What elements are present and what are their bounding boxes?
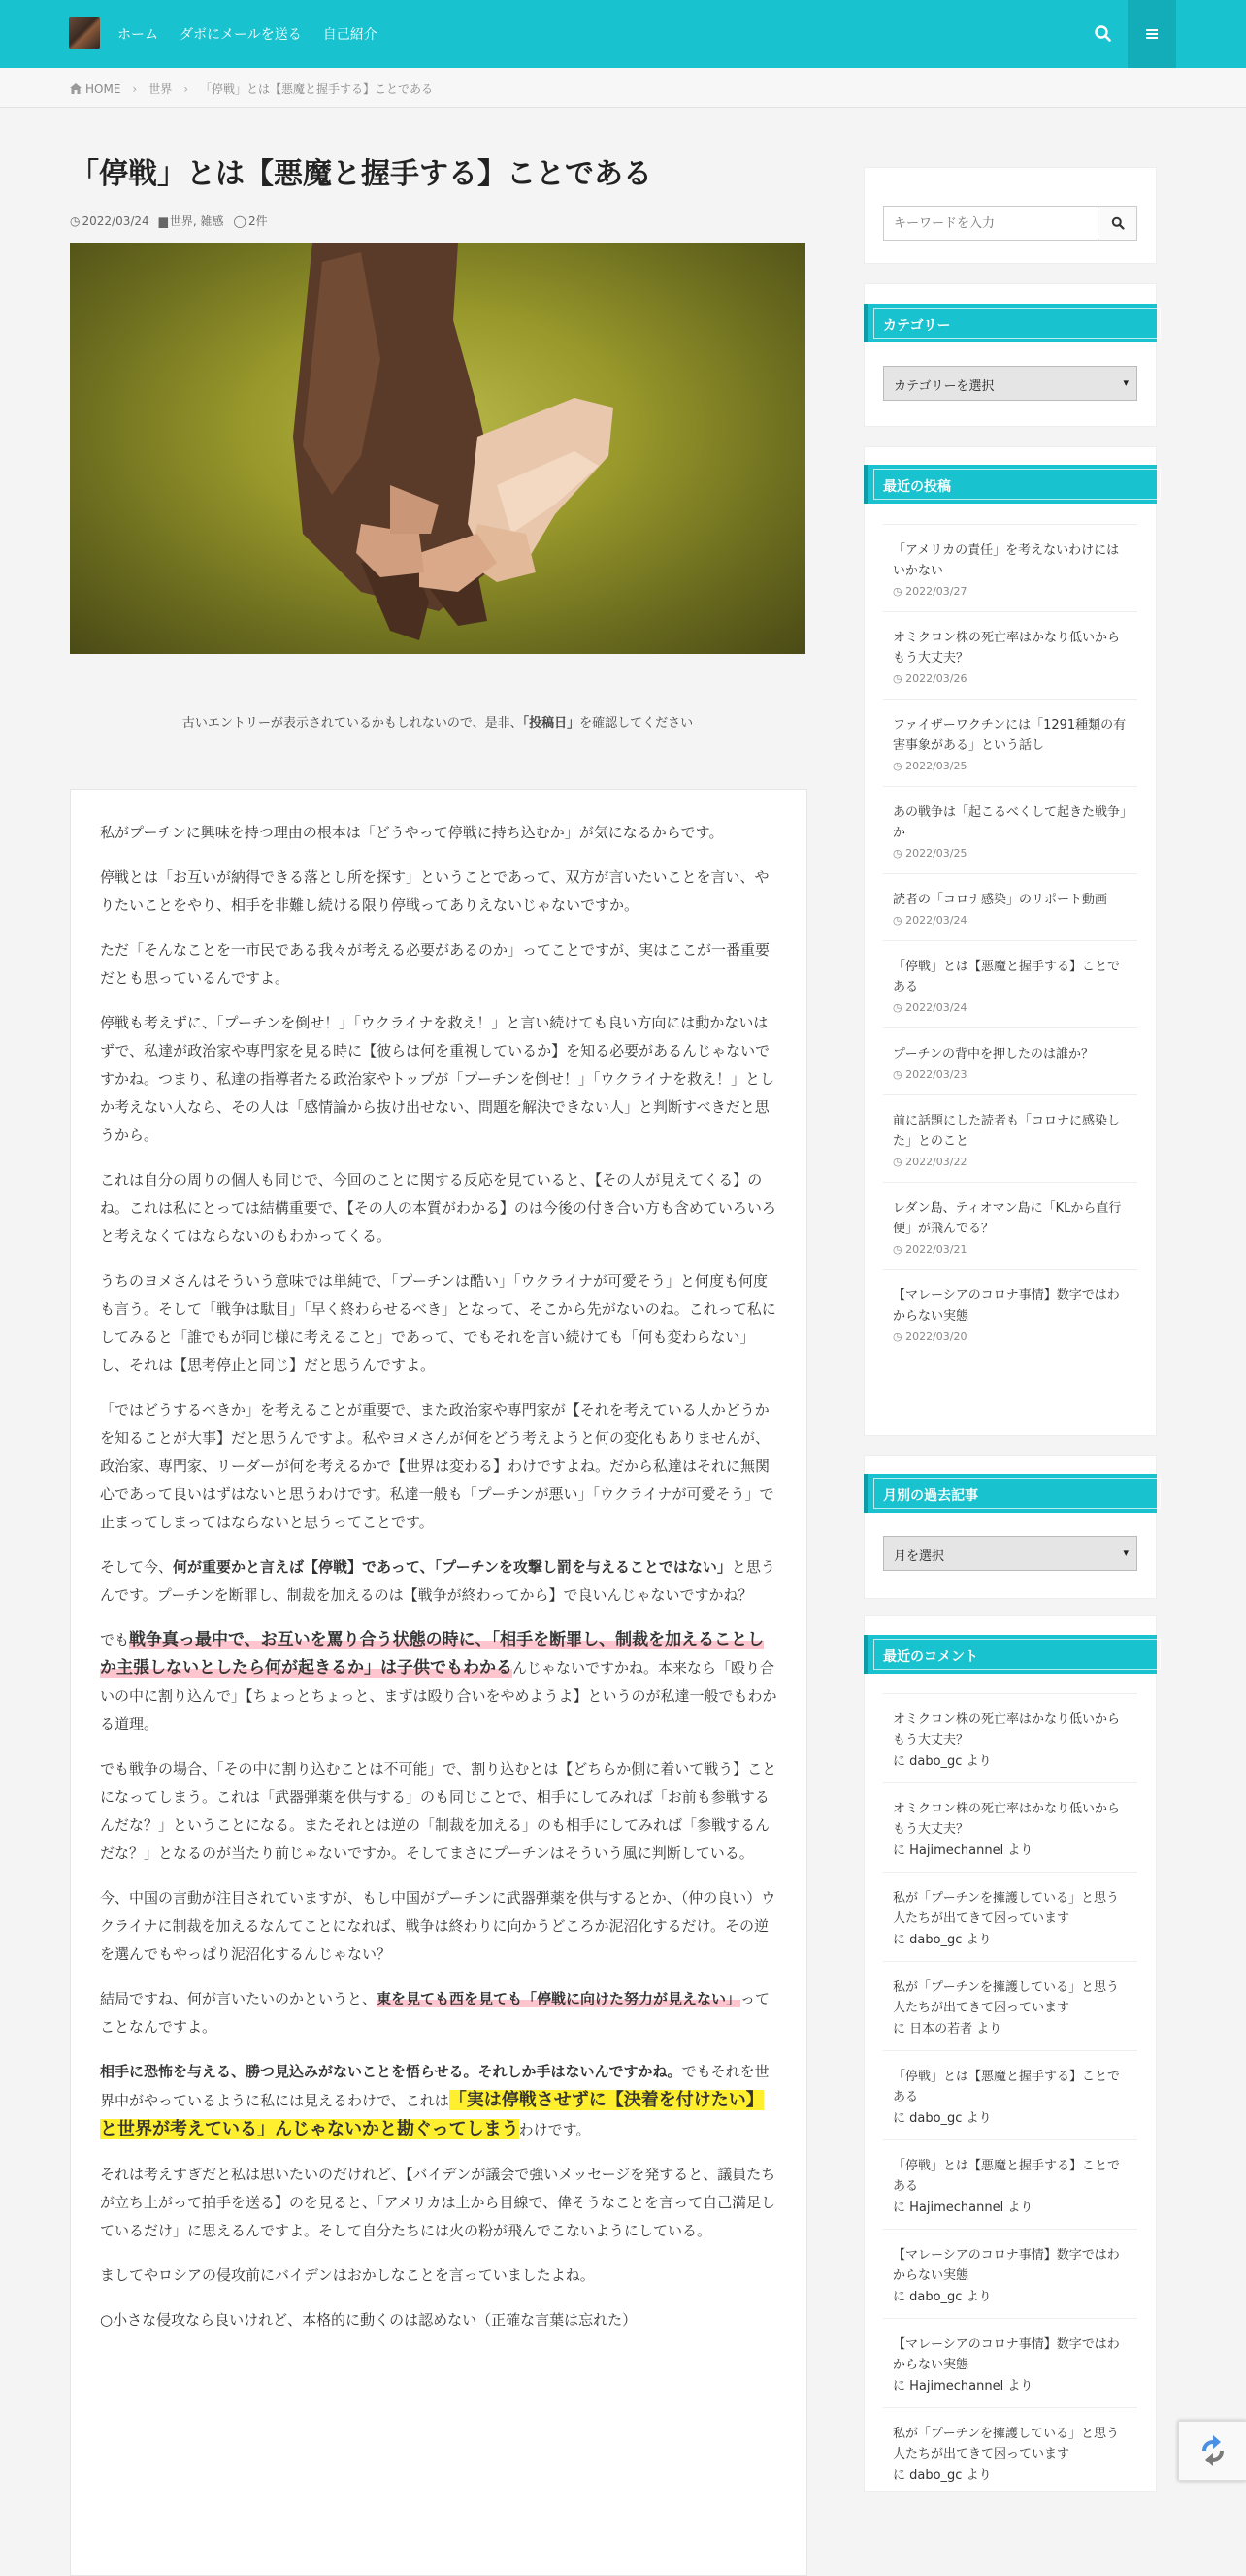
text: わけです。	[518, 2121, 591, 2138]
comment-author: に 日本の若者 より	[893, 2022, 1002, 2037]
date-text: 2022/03/23	[905, 1068, 967, 1081]
post-date: ◷ 2022/03/27	[893, 585, 967, 598]
recent-comments-list	[883, 1693, 1137, 2496]
list-item	[883, 2318, 1137, 2407]
post-date: ◷ 2022/03/25	[893, 847, 967, 860]
archive-widget-title: 月別の過去記事	[864, 1474, 1157, 1513]
paragraph: ただ「そんなことを一市民である我々が考える必要があるのか」ってことですが、実はここが一番重要だとも思っているんですよ。	[100, 941, 771, 987]
search-input[interactable]	[883, 206, 1098, 241]
category-select[interactable]	[883, 366, 1137, 401]
breadcrumb-current: 「停戦」とは【悪魔と握手する】ことである	[200, 82, 434, 96]
category-widget-title: カテゴリー	[864, 304, 1157, 342]
list-item[interactable]	[883, 699, 1137, 786]
list-item[interactable]	[883, 524, 1137, 611]
comment-author: に dabo_gc より	[893, 1933, 992, 1947]
post-date: ◷ 2022/03/20	[893, 1330, 967, 1343]
comment-post-title[interactable]: 私が「プーチンを擁護している」と思う人たちが出てきて困っています	[893, 2427, 1119, 2462]
list-item	[883, 2139, 1137, 2229]
post-date: ◷ 2022/03/24	[893, 1001, 967, 1014]
highlight-pink: 東を見ても西を見ても「停戦に向けた努力が見えない」	[377, 1990, 741, 2007]
comment-post-title[interactable]: オミクロン株の死亡率はかなり低いからもう大丈夫？	[893, 1712, 1121, 1747]
date-text: 2022/03/22	[905, 1156, 967, 1168]
post-title[interactable]: レダン島、ティオマン島に「KLから直行便」が飛んでる？	[893, 1201, 1122, 1236]
paragraph	[100, 1626, 777, 1739]
header-bar	[0, 0, 1246, 68]
page-title: 「停戦」とは【悪魔と握手する】ことである	[70, 157, 652, 191]
paragraph	[100, 1553, 777, 1610]
date-text: 2022/03/24	[905, 1001, 967, 1014]
paragraph: うちのヨメさんはそういう意味では単純で、「プーチンは酷い」「ウクライナが可愛そう」と何度も何度も言う。そして「戦争は駄目」「早く終わらせるべき」となって、そこから先がないのね。これって私にしてみると「誰でもが同じ様に考えること」であって、でもそれを言い続けても「何も変わらない」し、それは【思考停止と同じ】だと思うんですよ。	[100, 1272, 776, 1374]
text: 結局ですね、何が言いたいのかというと、	[100, 1990, 377, 2007]
comment-author: に dabo_gc より	[893, 2111, 992, 2126]
recent-comments-title: 最近のコメント	[864, 1635, 1157, 1674]
category-select-value: カテゴリーを選択	[894, 379, 995, 394]
list-item[interactable]	[883, 1094, 1137, 1182]
paragraph: ましてやロシアの侵攻前にバイデンはおかしなことを言っていましたよね。	[100, 2266, 595, 2284]
post-categories[interactable]: 世界, 雑感	[169, 214, 224, 228]
paragraph: これは自分の周りの個人も同じで、今回のことに関する反応を見ていると、【その人が見えてくる】のね。これは私にとっては結構重要で、【その人の本質がわかる】のは今後の付き合い方も含めていろいろと考えなくてはならないのもわかってくる。	[100, 1171, 776, 1245]
list-item	[883, 1782, 1137, 1872]
paragraph: 停戦も考えずに、「プーチンを倒せ！」「ウクライナを救え！」と言い続けても良い方向には動かないはずで、私達が政治家や専門家を見る時に【彼らは何を重視しているか】を知る必要があるんじゃないですかね。つまり、私達の指導者たる政治家やトップが「プーチンを倒せ！」「ウクライナを救え！」としか考えない人なら、その人は「感情論から抜け出せない、問題を解決できない人」と判断すべきだと思うから。	[100, 1014, 775, 1144]
bold-text: 相手に恐怖を与える、勝つ見込みがないことを悟らせる。それしか手はないんですかね。	[100, 2063, 682, 2080]
post-date: ◷ 2022/03/21	[893, 1243, 967, 1255]
list-item	[883, 2229, 1137, 2318]
chevron-right-icon: ›	[132, 82, 138, 96]
paragraph	[100, 1985, 777, 2041]
notice-bold: 「投稿日」	[522, 716, 580, 731]
recent-posts-list	[883, 524, 1137, 1356]
comment-post-title[interactable]: 私が「プーチンを擁護している」と思う人たちが出てきて困っています	[893, 1980, 1119, 2015]
nav-home[interactable]: ホーム	[117, 27, 158, 43]
date-text: 2022/03/25	[905, 847, 967, 860]
post-title[interactable]: 前に話題にした読者も「コロナに感染した」とのこと	[893, 1114, 1121, 1149]
date-text: 2022/03/25	[905, 760, 967, 772]
date-text: 2022/03/24	[905, 914, 967, 927]
date-text: 2022/03/26	[905, 672, 967, 685]
list-item[interactable]	[883, 1027, 1137, 1094]
paragraph: ○小さな侵攻なら良いけれど、本格的に動くのは認めない（正確な言葉は忘れた）	[100, 2311, 638, 2329]
date-text: 2022/03/21	[905, 1243, 967, 1255]
date-text: 2022/03/27	[905, 585, 967, 598]
hamburger-icon	[1144, 27, 1160, 41]
list-item[interactable]	[883, 1182, 1137, 1269]
list-item[interactable]	[883, 1269, 1137, 1356]
notice-text: 古いエントリーが表示されているかもしれないので、是非、	[181, 716, 523, 731]
hamburger-menu-button[interactable]	[1128, 0, 1176, 68]
notice-text-end: を確認してください	[579, 716, 694, 731]
nav-about[interactable]: 自己紹介	[322, 27, 377, 43]
folder-icon: ▆	[158, 213, 168, 228]
post-title[interactable]: 読者の「コロナ感染」のリポート動画	[893, 893, 1108, 907]
post-date: 2022/03/24	[82, 213, 149, 228]
post-title[interactable]: プーチンの背中を押したのは誰か？	[893, 1047, 1094, 1061]
text: ってことなんですよ。	[100, 1990, 771, 2036]
article-main	[70, 155, 805, 2576]
comment-post-title[interactable]: オミクロン株の死亡率はかなり低いからもう大丈夫？	[893, 1802, 1121, 1837]
post-date: ◷ 2022/03/26	[893, 672, 967, 685]
post-title[interactable]: あの戦争は「起こるべくして起きた戦争」か	[893, 805, 1127, 840]
post-title[interactable]: 「アメリカの責任」を考えないわけにはいかない	[893, 543, 1120, 578]
article-meta	[70, 212, 805, 229]
text: でも	[100, 1631, 130, 1648]
comment-icon: ◯	[233, 213, 246, 228]
chevron-down-icon: ▾	[1123, 1547, 1129, 1559]
comment-author: に Hajimechannel より	[893, 1843, 1033, 1858]
text: んじゃないですかね。本来なら「殴り合いの中に割り込んで」【ちょっとちょっと、まずは殴り合いをやめようよ】というのが私達一般でもわかる道理。	[100, 1659, 777, 1733]
chevron-right-icon: ›	[183, 82, 189, 96]
highlight-pink: 戦争真っ最中で、お互いを罵り合う状態の時に、「相手を断罪し、制裁を加えることしか主張しないとしたら何が起きるか」は子供でもわかる	[100, 1630, 765, 1678]
comment-author: に Hajimechannel より	[893, 2201, 1033, 2215]
paragraph: 停戦とは「お互いが納得できる落とし所を探す」ということであって、双方が言いたいことを言い、やりたいことをやり、相手を非難し続ける限り停戦ってありえないじゃないですか。	[100, 868, 770, 914]
paragraph	[100, 2058, 777, 2144]
list-item	[883, 2050, 1137, 2139]
comment-post-title[interactable]: 【マレーシアのコロナ事情】数字ではわからない実態	[893, 2248, 1120, 2283]
list-item[interactable]	[883, 940, 1137, 1027]
home-icon	[70, 83, 82, 94]
hands-illustration	[70, 243, 805, 654]
comment-post-title[interactable]: 「停戦」とは【悪魔と握手する】ことである	[893, 2070, 1121, 2104]
search-icon	[1111, 216, 1125, 230]
paragraph: 今、中国の言動が注目されていますが、もし中国がプーチンに武器弾薬を供与するとか、（仲の良い）ウクライナに制裁を加えるなんてことになれば、戦争は終わりに向かうどころか泥沼化するだけ。その逆を選んでもやっぱり泥沼化するんじゃない？	[100, 1889, 776, 1963]
list-item	[883, 1961, 1137, 2050]
text: でもそれを世界中がやっているように私には見えるわけで、これは	[100, 2063, 770, 2109]
chevron-down-icon: ▾	[1123, 376, 1129, 389]
paragraph: 私がプーチンに興味を持つ理由の根本は「どうやって停戦に持ち込むか」が気になるからです。	[100, 824, 724, 841]
breadcrumb-home[interactable]: HOME	[85, 82, 121, 96]
list-item[interactable]	[883, 786, 1137, 873]
nav-mail[interactable]: ダボにメールを送る	[180, 27, 302, 43]
text: そして今、	[100, 1558, 174, 1576]
recaptcha-badge[interactable]	[1178, 2421, 1246, 2481]
recent-posts-title: 最近の投稿	[864, 465, 1157, 504]
clock-icon: ◷	[70, 213, 81, 228]
comment-author: に dabo_gc より	[893, 2468, 992, 2483]
search-form	[883, 206, 1137, 243]
archive-select-value: 月を選択	[894, 1549, 945, 1564]
paragraph: でも戦争の場合、「その中に割り込むことは不可能」で、割り込むとは【どちらか側に着いて戦う】ことになってしまう。これは「武器弾薬を供与する」のも同じことで、相手にしてみれば「お前も参戦するんだな？」ということになる。またそれとは逆の「制裁を加える」のも相手にしてみれば「参戦するんだな？」となるのが当たり前じゃないですか。そしてまさにプーチンはそういう風に判断している。	[100, 1760, 777, 1862]
comment-author: に dabo_gc より	[893, 1754, 992, 1769]
featured-image-handshake	[70, 243, 805, 654]
list-item[interactable]	[883, 873, 1137, 940]
highlight-yellow: 「実は停戦させずに【決着を付けたい】と世界が考えている」んじゃないかと勘ぐってしまう	[100, 2090, 764, 2139]
post-title[interactable]: 「停戦」とは【悪魔と握手する】ことである	[893, 960, 1121, 995]
article-body	[70, 789, 807, 2576]
list-item	[883, 2407, 1137, 2496]
list-item[interactable]	[883, 611, 1137, 699]
bold-text: 何が重要かと言えば【停戦】であって、「プーチンを攻撃し罰を与えることではない」	[173, 1558, 732, 1576]
post-date: ◷ 2022/03/22	[893, 1156, 967, 1168]
post-title[interactable]: 【マレーシアのコロナ事情】数字ではわからない実態	[893, 1288, 1120, 1323]
comment-author: に Hajimechannel より	[893, 2379, 1033, 2394]
old-entry-notice	[70, 712, 805, 731]
breadcrumb-category[interactable]: 世界	[148, 82, 173, 96]
comment-count[interactable]: 2件	[247, 214, 268, 228]
breadcrumb	[0, 68, 1246, 108]
global-nav	[117, 0, 399, 68]
search-submit-button[interactable]	[1098, 206, 1137, 241]
list-item	[883, 1872, 1137, 1961]
date-text: 2022/03/20	[905, 1330, 967, 1343]
paragraph: それは考えすぎだと私は思いたいのだけれど、【バイデンが議会で強いメッセージを発すると、議員たちが立ち上がって拍手を送る】のを見ると、「アメリカは上から目線で、偉そうなことを言って自己満足しているだけ」に思えるんですよ。そして自分たちには火の粉が飛んでこないようにしている。	[100, 2166, 776, 2239]
search-icon[interactable]	[1093, 23, 1114, 45]
comment-post-title[interactable]: 私が「プーチンを擁護している」と思う人たちが出てきて困っています	[893, 1891, 1119, 1926]
post-date: ◷ 2022/03/23	[893, 1068, 967, 1081]
post-title[interactable]: オミクロン株の死亡率はかなり低いからもう大丈夫？	[893, 631, 1121, 666]
comment-post-title[interactable]: 「停戦」とは【悪魔と握手する】ことである	[893, 2159, 1121, 2194]
post-title[interactable]: ファイザーワクチンには「1291種類の有害事象がある」という話し	[893, 718, 1127, 753]
comment-author: に dabo_gc より	[893, 2290, 992, 2304]
paragraph: 「ではどうするべきか」を考えることが重要で、また政治家や専門家が【それを考えている人かどうかを知ることが大事】だと思うんですよ。私やヨメさんが何をどう考えようと何の変化もありませんが、政治家、専門家、リーダーが何を考えるかで【世界は変わる】わけですよね。だから私達はそれに無関心であって良いはずはないと思うわけです。私達一般も「プーチンが悪い」「ウクライナが可愛そう」で止まってしまってはならないと思うってことです。	[100, 1401, 774, 1531]
site-logo-avatar[interactable]	[69, 17, 100, 49]
post-date: ◷ 2022/03/24	[893, 914, 967, 927]
archive-select[interactable]	[883, 1536, 1137, 1571]
text: と思うんです。プーチンを断罪し、制裁を加えるのは【戦争が終わってから】で良いんじゃないですかね？	[100, 1558, 775, 1604]
list-item	[883, 1693, 1137, 1782]
recaptcha-icon	[1179, 2422, 1246, 2480]
comment-post-title[interactable]: 【マレーシアのコロナ事情】数字ではわからない実態	[893, 2337, 1120, 2372]
post-date: ◷ 2022/03/25	[893, 760, 967, 772]
